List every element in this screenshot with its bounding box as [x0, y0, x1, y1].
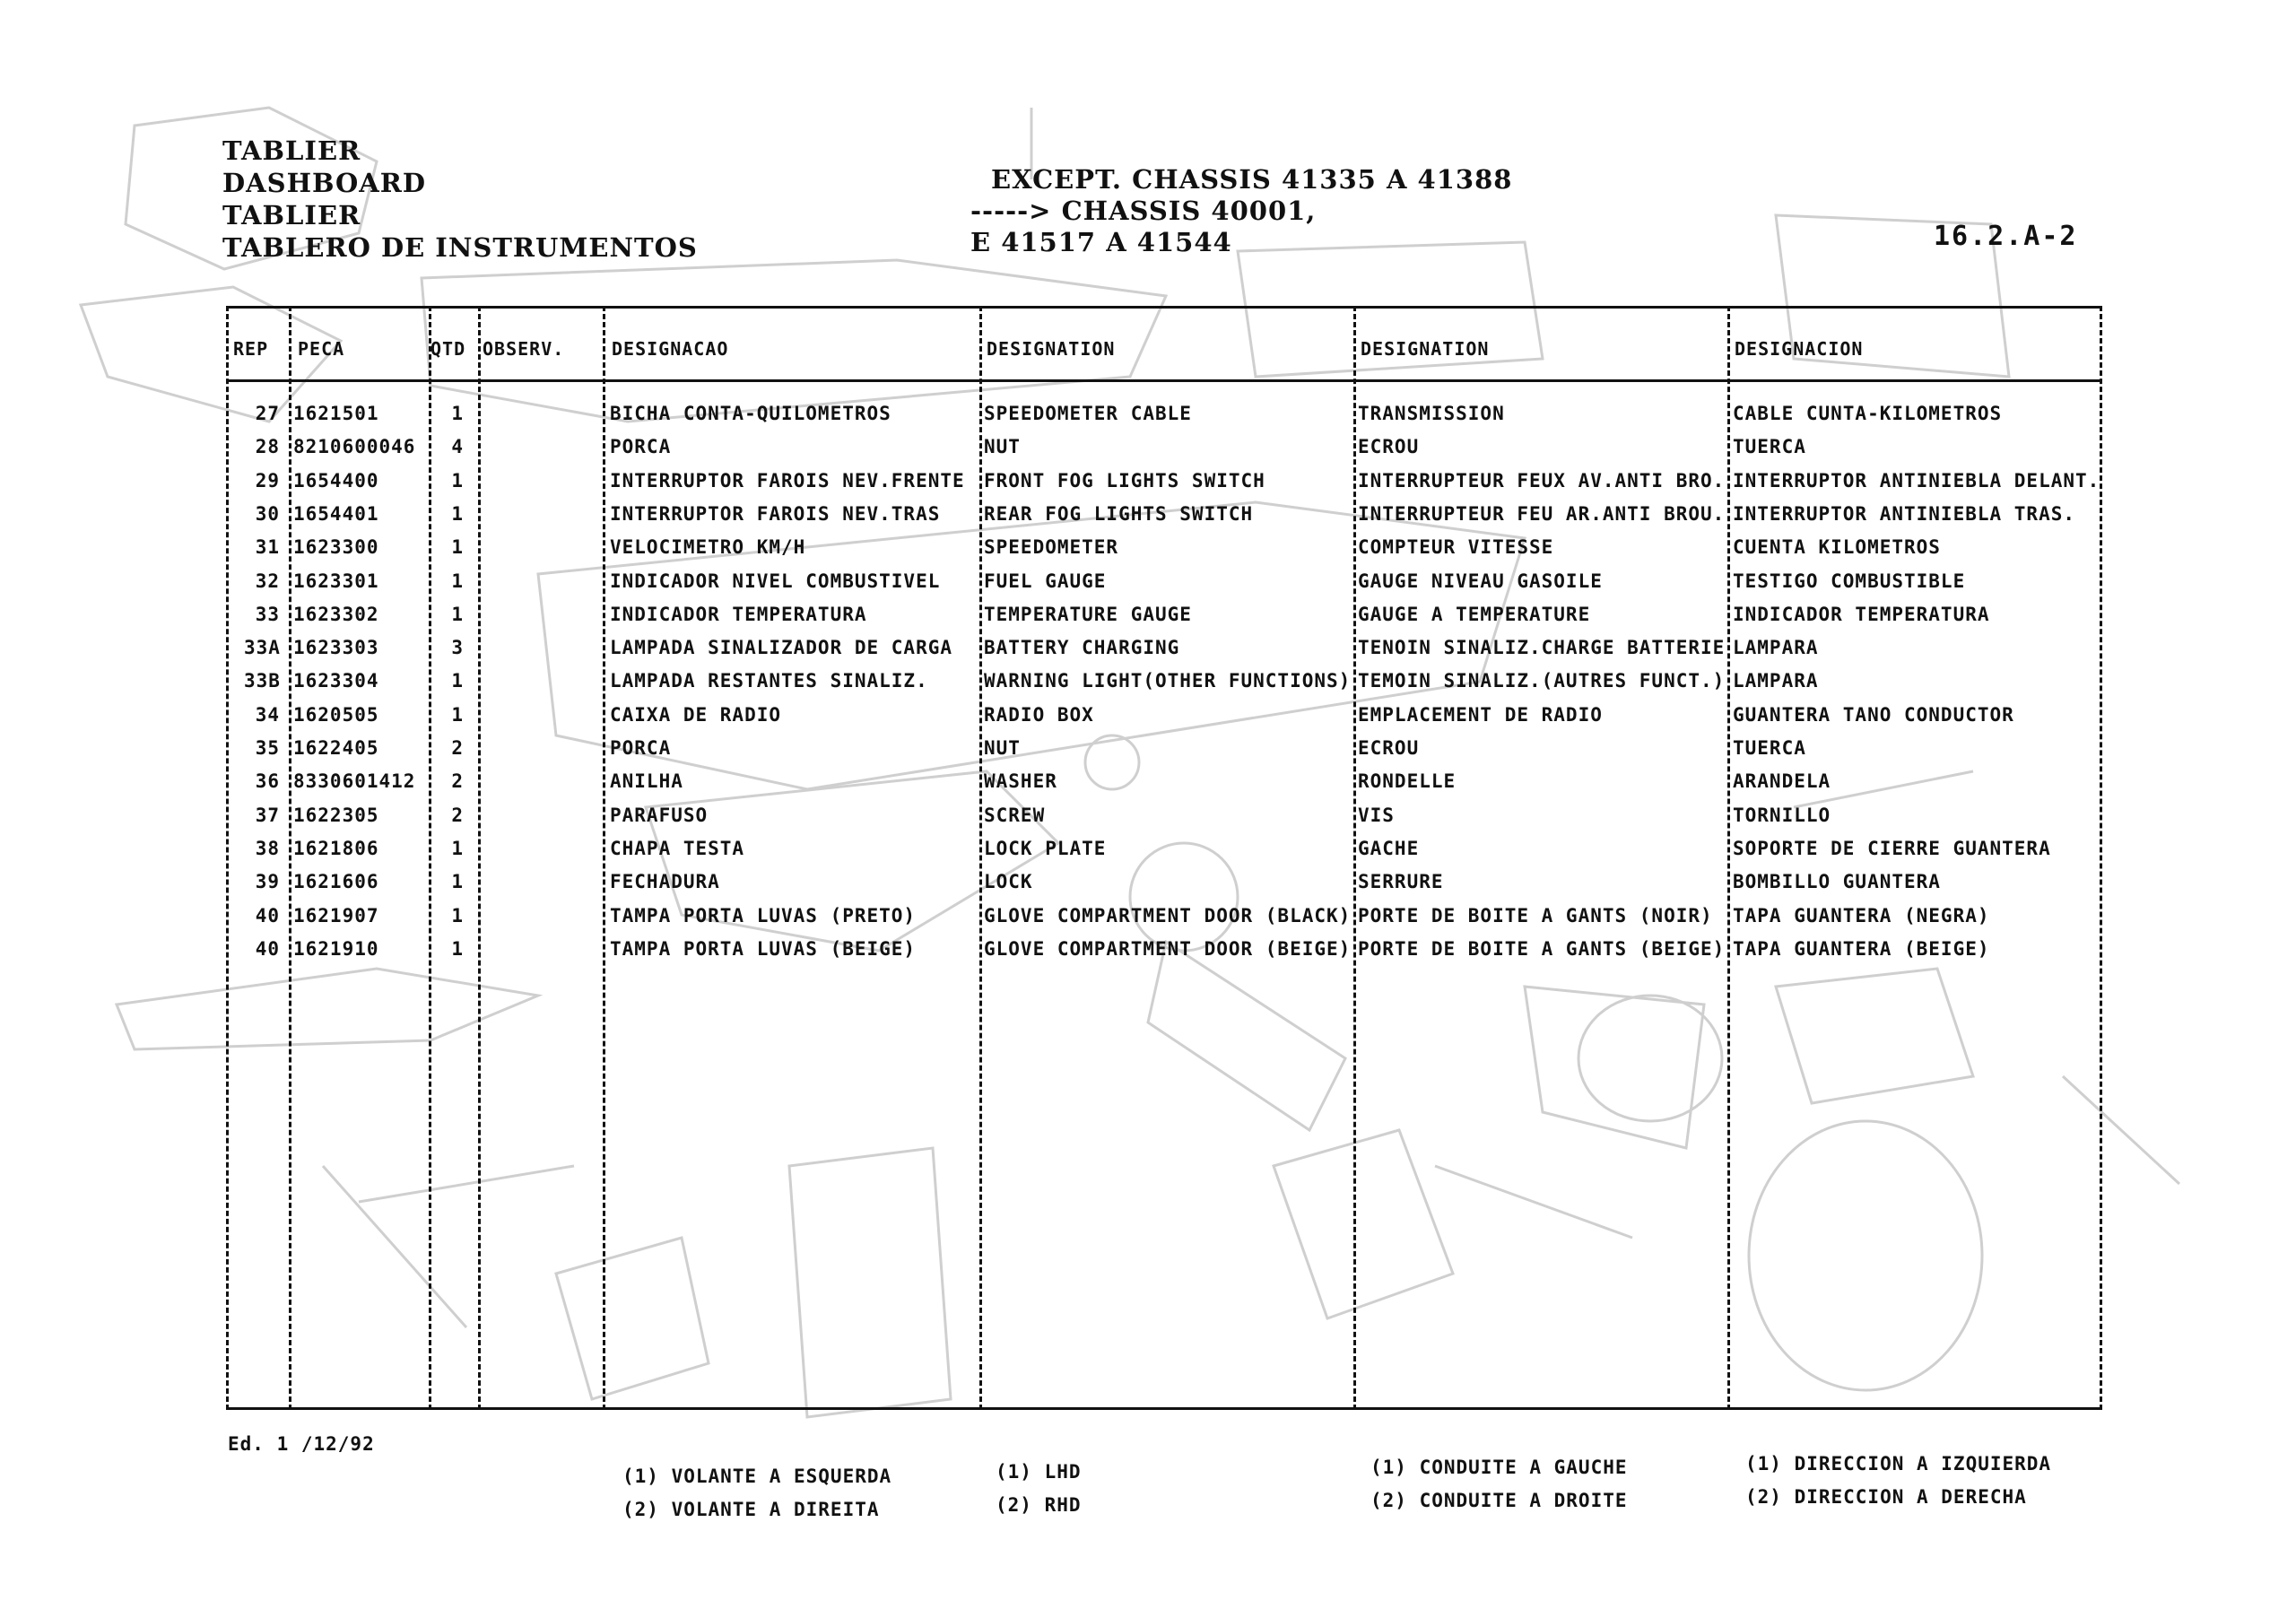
edition-date: Ed. 1 /12/92	[228, 1433, 375, 1455]
table-row	[226, 637, 2102, 669]
row-qtd: 4	[451, 436, 464, 458]
title-spanish: TABLERO DE INSTRUMENTOS	[222, 232, 698, 263]
row-designation-en: SPEEDOMETER CABLE	[984, 403, 1192, 424]
row-designacao: PORCA	[610, 737, 672, 759]
row-designacao: PARAFUSO	[610, 804, 709, 826]
row-designation-en: FUEL GAUGE	[984, 570, 1107, 592]
table-row	[226, 905, 2102, 937]
row-designation-en: WARNING LIGHT(OTHER FUNCTIONS)	[984, 670, 1352, 692]
row-designacion: INTERRUPTOR ANTINIEBLA TRAS.	[1733, 502, 2076, 525]
row-rep: 31	[255, 536, 280, 559]
row-designacion: TAPA GUANTERA (NEGRA)	[1733, 904, 1990, 926]
row-designation-en: GLOVE COMPARTMENT DOOR (BLACK)	[984, 904, 1352, 926]
row-rep: 40	[255, 904, 280, 926]
row-rep: 34	[255, 703, 280, 726]
row-designacion: TAPA GUANTERA (BEIGE)	[1733, 937, 1990, 960]
row-designation-fr: INTERRUPTEUR FEUX AV.ANTI BRO.	[1358, 469, 1726, 491]
header-designacion: DESIGNACION	[1735, 338, 1864, 360]
row-rep: 29	[255, 469, 280, 491]
footnote-line: (2) DIRECCION A DERECHA	[1745, 1486, 2027, 1508]
row-rep: 38	[255, 837, 280, 859]
row-peca: 1654400	[293, 469, 379, 491]
row-rep: 28	[255, 436, 280, 458]
row-designacion: BOMBILLO GUANTERA	[1733, 871, 1941, 893]
row-designacao: BICHA CONTA-QUILOMETROS	[610, 403, 891, 424]
row-designation-fr: PORTE DE BOITE A GANTS (NOIR)	[1358, 904, 1713, 926]
row-designacion: ARANDELA	[1733, 770, 1831, 793]
row-rep: 39	[255, 871, 280, 893]
header-peca: PECA	[298, 338, 345, 360]
footnote-line: (2) CONDUITE A DROITE	[1370, 1490, 1628, 1511]
row-rep: 32	[255, 570, 280, 592]
row-designacao: INDICADOR TEMPERATURA	[610, 603, 867, 625]
footnote-line: (2) VOLANTE A DIREITA	[622, 1499, 880, 1520]
row-qtd: 1	[451, 536, 464, 559]
row-designacao: TAMPA PORTA LUVAS (BEIGE)	[610, 937, 917, 960]
table-row	[226, 604, 2102, 636]
table-row	[226, 670, 2102, 702]
row-designation-en: WASHER	[984, 770, 1057, 793]
footnote-line: (1) LHD	[996, 1461, 1082, 1483]
header-designation-en: DESIGNATION	[987, 338, 1116, 360]
row-designacion: TUERCA	[1733, 737, 1806, 759]
row-designation-en: TEMPERATURE GAUGE	[984, 603, 1192, 625]
row-designacion: INDICADOR TEMPERATURA	[1733, 603, 1990, 625]
title-english: DASHBOARD	[222, 168, 427, 198]
row-qtd: 1	[451, 403, 464, 424]
row-peca: 1654401	[293, 502, 379, 525]
row-designation-en: BATTERY CHARGING	[984, 637, 1180, 659]
title-french: TABLIER	[222, 200, 361, 231]
footnote-portuguese	[622, 1460, 891, 1527]
row-designacao: CHAPA TESTA	[610, 837, 745, 859]
row-designation-fr: GAUGE NIVEAU GASOILE	[1358, 570, 1603, 592]
except-line-3: E 41517 A 41544	[970, 227, 1232, 257]
row-designacion: LAMPARA	[1733, 637, 1819, 659]
row-designacao: FECHADURA	[610, 871, 720, 893]
table-row	[226, 403, 2102, 435]
row-peca: 1621806	[293, 837, 379, 859]
row-rep: 37	[255, 804, 280, 826]
row-designation-fr: EMPLACEMENT DE RADIO	[1358, 703, 1603, 726]
table-row	[226, 770, 2102, 803]
row-rep: 33B	[244, 670, 281, 692]
row-peca: 1621501	[293, 403, 379, 424]
row-designacion: CABLE CUNTA-KILOMETROS	[1733, 403, 2003, 424]
table-row	[226, 737, 2102, 770]
table-row	[226, 536, 2102, 569]
table-top-rule	[226, 306, 2102, 309]
row-designacion: INTERRUPTOR ANTINIEBLA DELANT.	[1733, 469, 2100, 491]
footnote-line: (1) CONDUITE A GAUCHE	[1370, 1457, 1628, 1478]
page-reference: 16.2.A-2	[1934, 221, 2078, 252]
row-qtd: 1	[451, 904, 464, 926]
table-row	[226, 470, 2102, 502]
table-bottom-rule	[226, 1407, 2102, 1410]
row-designacao: LAMPADA SINALIZADOR DE CARGA	[610, 637, 953, 659]
footnote-line: (1) VOLANTE A ESQUERDA	[622, 1466, 892, 1487]
header-observ: OBSERV.	[483, 338, 565, 360]
row-designacion: CUENTA KILOMETROS	[1733, 536, 1941, 559]
except-line-1: EXCEPT. CHASSIS 41335 A 41388	[991, 164, 1513, 195]
row-designacao: ANILHA	[610, 770, 683, 793]
table-row	[226, 938, 2102, 970]
row-designacao: INDICADOR NIVEL COMBUSTIVEL	[610, 570, 941, 592]
table-row	[226, 436, 2102, 468]
row-designacao: TAMPA PORTA LUVAS (PRETO)	[610, 904, 917, 926]
row-peca: 1623301	[293, 570, 379, 592]
row-peca: 1622405	[293, 737, 379, 759]
row-designation-fr: GAUGE A TEMPERATURE	[1358, 603, 1591, 625]
row-designation-fr: TEMOIN SINALIZ.(AUTRES FUNCT.)	[1358, 670, 1726, 692]
row-designacao: INTERRUPTOR FAROIS NEV.FRENTE	[610, 469, 965, 491]
footnote-line: (2) RHD	[996, 1494, 1082, 1516]
table-row	[226, 503, 2102, 535]
row-qtd: 1	[451, 837, 464, 859]
row-designation-en: SCREW	[984, 804, 1046, 826]
row-designation-fr: ECROU	[1358, 737, 1420, 759]
row-designation-en: NUT	[984, 436, 1021, 458]
row-rep: 40	[255, 937, 280, 960]
row-rep: 27	[255, 403, 280, 424]
row-designation-en: REAR FOG LIGHTS SWITCH	[984, 502, 1254, 525]
row-peca: 1621910	[293, 937, 379, 960]
table-header-rule	[226, 379, 2102, 382]
row-peca: 8330601412	[293, 770, 416, 793]
row-peca: 1620505	[293, 703, 379, 726]
row-designacion: LAMPARA	[1733, 670, 1819, 692]
row-rep: 30	[255, 502, 280, 525]
row-designacion: GUANTERA TANO CONDUCTOR	[1733, 703, 2014, 726]
title-portuguese: TABLIER	[222, 135, 361, 166]
header-rep: REP	[233, 338, 269, 360]
row-designation-fr: TRANSMISSION	[1358, 403, 1505, 424]
row-qtd: 1	[451, 670, 464, 692]
row-qtd: 1	[451, 469, 464, 491]
except-line-2: -----> CHASSIS 40001,	[970, 196, 1317, 226]
header-designation-fr: DESIGNATION	[1361, 338, 1490, 360]
row-rep: 36	[255, 770, 280, 793]
row-qtd: 1	[451, 570, 464, 592]
parts-table	[226, 306, 2102, 1411]
row-designation-fr: PORTE DE BOITE A GANTS (BEIGE)	[1358, 937, 1726, 960]
row-designation-en: LOCK	[984, 871, 1033, 893]
header-qtd: QTD	[430, 338, 466, 360]
row-qtd: 2	[451, 770, 464, 793]
row-designation-en: NUT	[984, 737, 1021, 759]
row-qtd: 1	[451, 502, 464, 525]
row-designation-en: GLOVE COMPARTMENT DOOR (BEIGE)	[984, 937, 1352, 960]
row-rep: 33	[255, 603, 280, 625]
row-designacion: TESTIGO COMBUSTIBLE	[1733, 570, 1966, 592]
row-designation-fr: RONDELLE	[1358, 770, 1457, 793]
row-designacao: LAMPADA RESTANTES SINALIZ.	[610, 670, 928, 692]
row-peca: 1623300	[293, 536, 379, 559]
row-peca: 1623302	[293, 603, 379, 625]
row-designacion: SOPORTE DE CIERRE GUANTERA	[1733, 837, 2051, 859]
table-row	[226, 871, 2102, 903]
row-designacion: TUERCA	[1733, 436, 1806, 458]
row-designation-en: LOCK PLATE	[984, 837, 1107, 859]
row-designation-fr: VIS	[1358, 804, 1395, 826]
row-rep: 35	[255, 737, 280, 759]
row-qtd: 3	[451, 637, 464, 659]
row-peca: 1623303	[293, 637, 379, 659]
table-row	[226, 838, 2102, 870]
row-rep: 33A	[244, 637, 281, 659]
table-row	[226, 805, 2102, 837]
row-designacao: INTERRUPTOR FAROIS NEV.TRAS	[610, 502, 941, 525]
row-qtd: 1	[451, 871, 464, 893]
row-qtd: 1	[451, 703, 464, 726]
row-designacao: CAIXA DE RADIO	[610, 703, 782, 726]
row-designacao: PORCA	[610, 436, 672, 458]
row-qtd: 1	[451, 937, 464, 960]
table-row	[226, 704, 2102, 736]
header-designacao: DESIGNACAO	[612, 338, 729, 360]
row-designation-fr: TENOIN SINALIZ.CHARGE BATTERIE	[1358, 637, 1726, 659]
row-qtd: 2	[451, 804, 464, 826]
row-peca: 8210600046	[293, 436, 416, 458]
row-qtd: 2	[451, 737, 464, 759]
row-peca: 1621606	[293, 871, 379, 893]
row-designation-fr: GACHE	[1358, 837, 1420, 859]
row-peca: 1621907	[293, 904, 379, 926]
row-designation-fr: ECROU	[1358, 436, 1420, 458]
title-block	[222, 135, 698, 264]
row-designation-en: FRONT FOG LIGHTS SWITCH	[984, 469, 1265, 491]
row-designation-fr: SERRURE	[1358, 871, 1444, 893]
footnote-french	[1370, 1451, 1628, 1518]
row-designacao: VELOCIMETRO KM/H	[610, 536, 806, 559]
row-designacion: TORNILLO	[1733, 804, 1831, 826]
row-designation-en: RADIO BOX	[984, 703, 1094, 726]
row-designation-fr: COMPTEUR VITESSE	[1358, 536, 1554, 559]
row-peca: 1622305	[293, 804, 379, 826]
footnote-spanish	[1745, 1448, 2051, 1514]
chassis-exception	[970, 164, 1512, 258]
table-row	[226, 570, 2102, 603]
row-designation-en: SPEEDOMETER	[984, 536, 1119, 559]
footnote-line: (1) DIRECCION A IZQUIERDA	[1745, 1453, 2052, 1474]
row-designation-fr: INTERRUPTEUR FEU AR.ANTI BROU.	[1358, 502, 1726, 525]
row-peca: 1623304	[293, 670, 379, 692]
footnote-english	[996, 1456, 1082, 1522]
row-qtd: 1	[451, 603, 464, 625]
